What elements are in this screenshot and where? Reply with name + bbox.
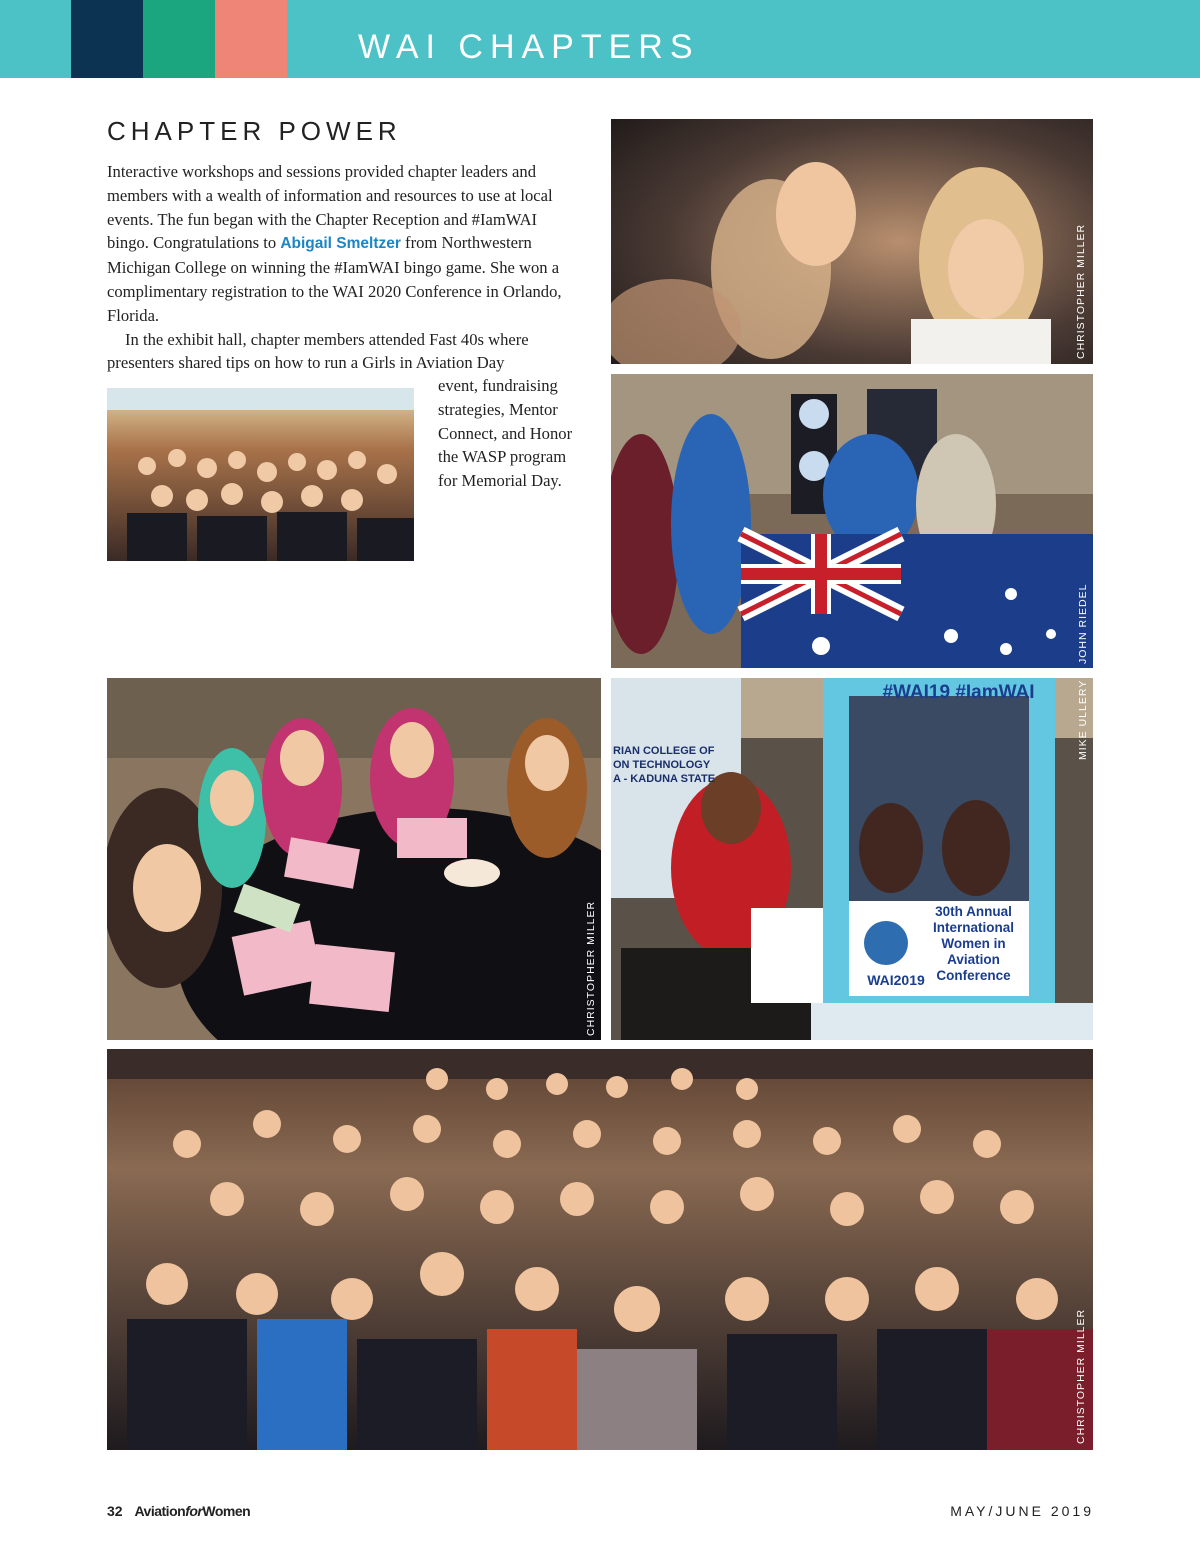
- audience-smiling-photo: [611, 119, 1093, 364]
- coral-color-block: [215, 0, 287, 78]
- issue-date: MAY/JUNE 2019: [950, 1503, 1094, 1519]
- caption-line: 30th Annual: [935, 904, 1012, 919]
- p1-text-after: from Northwestern Michigan College on winning the #IamWAI bingo game. She won a complimentary registration to the WAI 2020 Conference in Orlando, Florida.: [107, 233, 562, 325]
- green-color-block: [143, 0, 215, 78]
- footer-left: [107, 1503, 250, 1519]
- paragraph-1: [107, 160, 582, 328]
- p1-text-before: Interactive workshops and sessions provided chapter leaders and members with a wealth of information and resources to use at local events. The fun began with the Chapter Reception and #IamWAI bingo. Congratulations to: [107, 162, 553, 253]
- chapter-reception-group-photo: [107, 388, 414, 561]
- caption-line: International: [932, 920, 1014, 935]
- article-heading: CHAPTER POWER: [107, 116, 402, 146]
- section-title: WAI CHAPTERS: [358, 28, 700, 66]
- college-banner: [613, 744, 733, 786]
- mag-title-part: Women: [202, 1503, 251, 1519]
- australia-booth-photo: [611, 374, 1093, 668]
- caption-line: Aviation: [947, 952, 1000, 967]
- banner-line: A - KADUNA STATE: [613, 773, 716, 785]
- photo-credit: CHRISTOPHER MILLER: [1075, 223, 1087, 359]
- highlighted-name: Abigail Smeltzer: [280, 235, 401, 253]
- navy-color-block: [71, 0, 143, 78]
- photo-credit: MIKE ULLERY: [1077, 679, 1089, 760]
- wai2019-logo: WAI2019: [867, 972, 925, 988]
- mag-title-part: Aviation: [134, 1503, 186, 1519]
- caption-line: Conference: [936, 968, 1011, 983]
- photo-credit: CHRISTOPHER MILLER: [585, 900, 597, 1036]
- banner-line: RIAN COLLEGE OF: [613, 745, 715, 757]
- article-body: [107, 160, 582, 375]
- mag-title-part: for: [185, 1503, 203, 1519]
- paragraph-2-wrapped: event, fundraising strategies, Mentor Connect, and Honor the WASP program for Memorial Day.: [438, 376, 573, 491]
- paragraph-2: In the exhibit hall, chapter members attended Fast 40s where presenters shared tips on how to run a Girls in Aviation Day: [107, 329, 529, 373]
- photo-credit: CHRISTOPHER MILLER: [1075, 1308, 1087, 1444]
- banner-line: ON TECHNOLOGY: [613, 759, 711, 771]
- photo-credit: JOHN RIEDEL: [1077, 583, 1089, 664]
- frame-hashtags: #WAI19 #IamWAI: [882, 682, 1035, 703]
- magazine-title: [134, 1503, 250, 1519]
- large-group-photo: [107, 1049, 1093, 1450]
- bingo-table-photo: [107, 678, 601, 1040]
- caption-line: Women in: [941, 936, 1006, 951]
- wai19-frame-photo: [611, 678, 1093, 1040]
- page-number: 32: [107, 1503, 123, 1519]
